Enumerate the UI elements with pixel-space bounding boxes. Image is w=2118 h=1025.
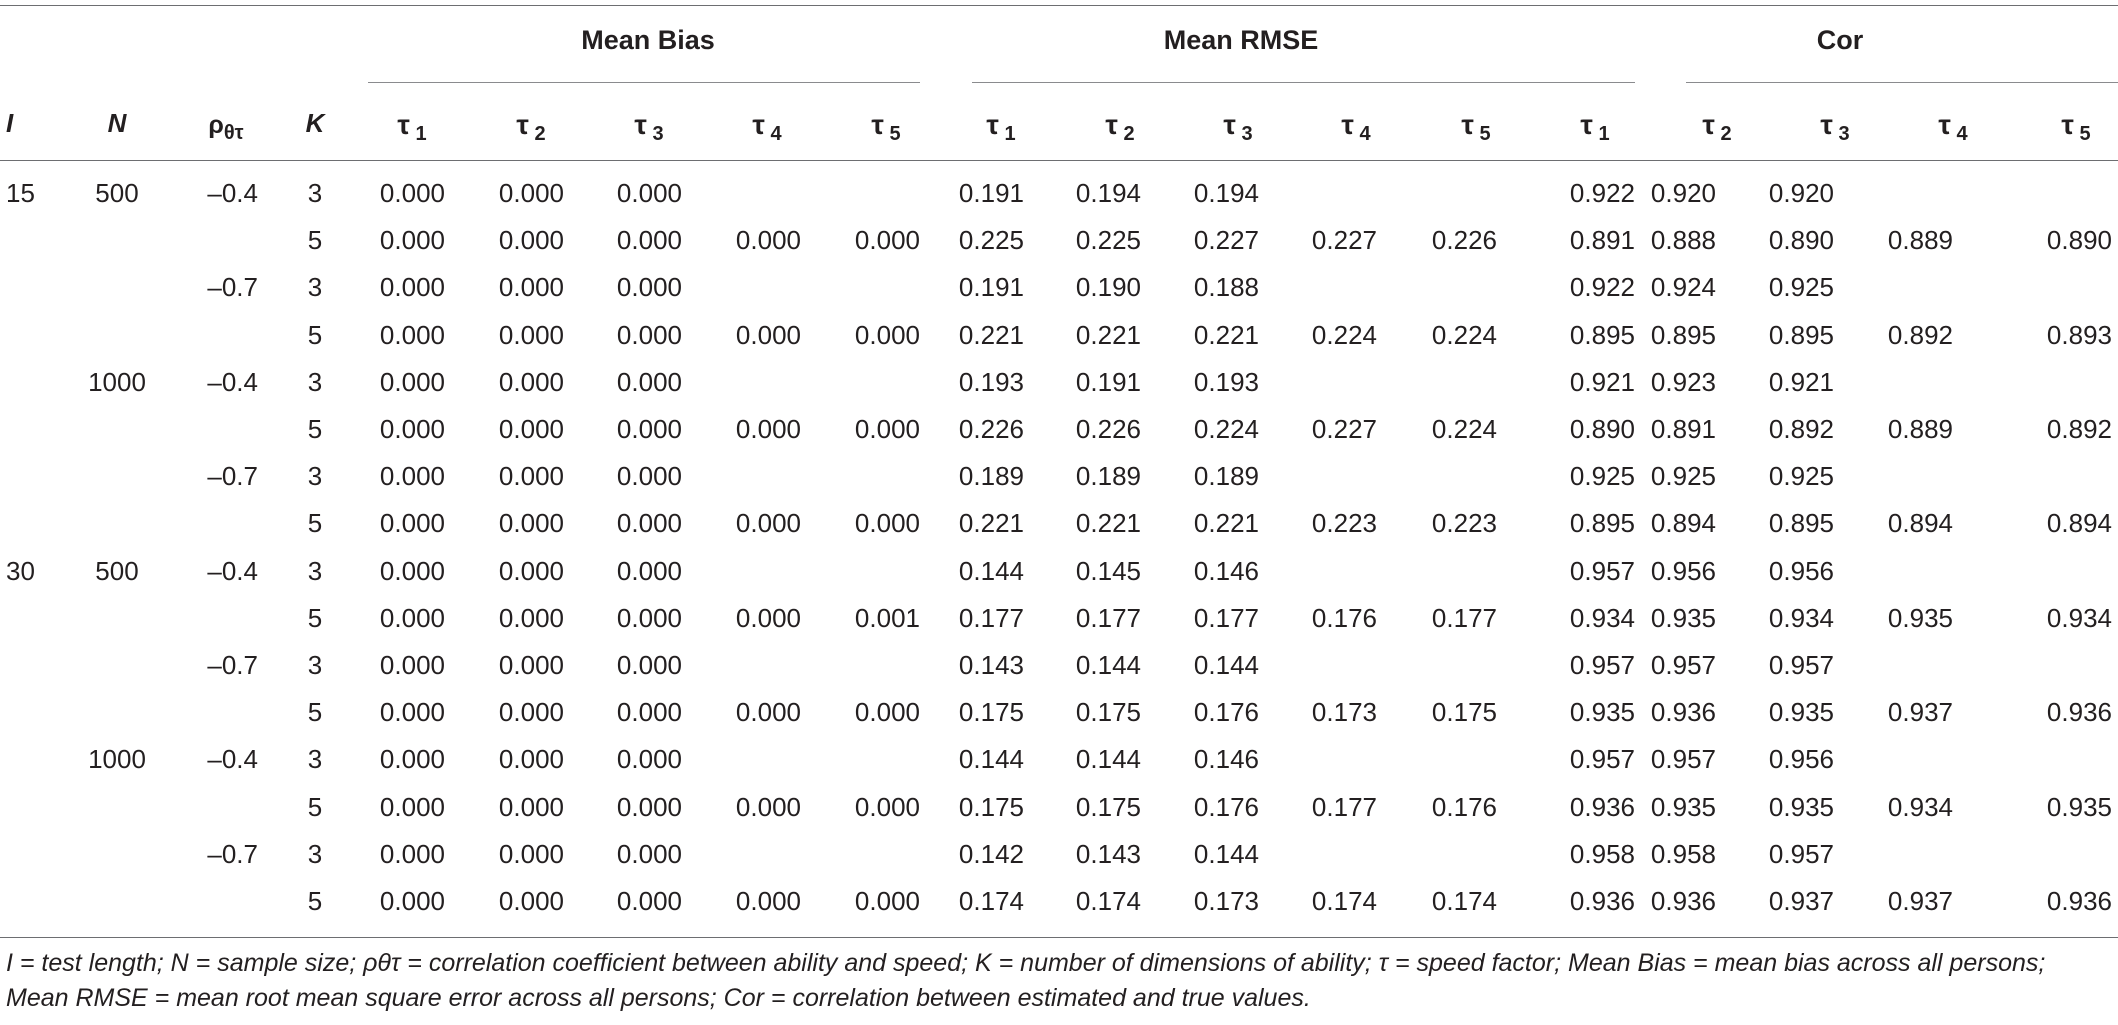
table-cell: 0.925 xyxy=(1768,461,1834,491)
table-cell: 0.227 xyxy=(1193,225,1259,255)
table-cell: 0.227 xyxy=(1311,414,1377,444)
table-cell: 0.920 xyxy=(1650,178,1716,208)
table-cell: 0.956 xyxy=(1768,744,1834,774)
tau-subscript: 1 xyxy=(1004,123,1016,145)
table-cell: 0.921 xyxy=(1768,367,1834,397)
table-cell: 0.223 xyxy=(1311,508,1377,538)
tau-symbol: τ xyxy=(516,109,529,140)
table-cell: 0.000 xyxy=(498,650,564,680)
table-cell: 0.177 xyxy=(1193,603,1259,633)
table-cell: 0.000 xyxy=(854,508,920,538)
cell-N: 1000 xyxy=(88,744,146,774)
tau-symbol: τ xyxy=(871,109,884,140)
table-cell: 0.000 xyxy=(616,414,682,444)
table-cell: 0.193 xyxy=(958,367,1024,397)
table-cell: 0.936 xyxy=(1569,792,1635,822)
table-cell: 0.000 xyxy=(854,792,920,822)
tau-subscript: 3 xyxy=(1838,123,1850,145)
table-cell: 0.225 xyxy=(1075,225,1141,255)
table-cell: 0.957 xyxy=(1650,650,1716,680)
table-cell: 0.177 xyxy=(958,603,1024,633)
tau-header xyxy=(516,110,545,149)
cell-K: 3 xyxy=(307,744,323,774)
table-cell: 0.957 xyxy=(1569,744,1635,774)
cell-K: 5 xyxy=(307,697,323,727)
table-cell: 0.000 xyxy=(379,792,445,822)
table-cell: 0.937 xyxy=(1887,886,1953,916)
table-cell: 0.000 xyxy=(735,225,801,255)
table-cell: 0.000 xyxy=(735,414,801,444)
header-rule xyxy=(0,160,2118,161)
table-cell: 0.146 xyxy=(1193,744,1259,774)
table-cell: 0.895 xyxy=(1650,320,1716,350)
table-cell: 0.223 xyxy=(1431,508,1497,538)
table-cell: 0.191 xyxy=(958,178,1024,208)
table-cell: 0.000 xyxy=(379,508,445,538)
tau-symbol: τ xyxy=(752,109,765,140)
tau-symbol: τ xyxy=(2061,109,2074,140)
table-cell: 0.957 xyxy=(1569,556,1635,586)
table-cell: 0.224 xyxy=(1431,414,1497,444)
cell-rho: –0.4 xyxy=(207,367,258,397)
table-cell: 0.144 xyxy=(1075,650,1141,680)
table-cell: 0.173 xyxy=(1193,886,1259,916)
table-cell: 0.000 xyxy=(498,556,564,586)
table-cell: 0.224 xyxy=(1431,320,1497,350)
table-cell: 0.000 xyxy=(498,792,564,822)
cell-K: 3 xyxy=(307,461,323,491)
table-cell: 0.177 xyxy=(1075,603,1141,633)
table-cell: 0.000 xyxy=(498,886,564,916)
table-cell: 0.221 xyxy=(1075,508,1141,538)
table-cell: 0.000 xyxy=(854,414,920,444)
tau-subscript: 1 xyxy=(415,123,427,145)
table-cell: 0.958 xyxy=(1569,839,1635,869)
table-cell: 0.890 xyxy=(1768,225,1834,255)
cell-K: 3 xyxy=(307,272,323,302)
table-cell: 0.957 xyxy=(1650,744,1716,774)
table-cell: 0.934 xyxy=(2046,603,2112,633)
table-cell: 0.891 xyxy=(1650,414,1716,444)
table-cell: 0.144 xyxy=(1193,650,1259,680)
table-cell: 0.934 xyxy=(1569,603,1635,633)
table-cell: 0.000 xyxy=(616,461,682,491)
table-cell: 0.191 xyxy=(1075,367,1141,397)
header-rho-sub: θτ xyxy=(223,122,244,144)
cell-K: 3 xyxy=(307,556,323,586)
table-cell: 0.000 xyxy=(498,225,564,255)
cell-K: 3 xyxy=(307,178,323,208)
tau-header xyxy=(871,110,900,149)
tau-header xyxy=(1820,110,1849,149)
table-cell: 0.935 xyxy=(1650,792,1716,822)
cell-K: 5 xyxy=(307,603,323,633)
table-cell: 0.144 xyxy=(1193,839,1259,869)
table-cell: 0.000 xyxy=(498,178,564,208)
table-cell: 0.000 xyxy=(498,839,564,869)
table-cell: 0.146 xyxy=(1193,556,1259,586)
table-cell: 0.176 xyxy=(1431,792,1497,822)
table-cell: 0.142 xyxy=(958,839,1024,869)
table-cell: 0.000 xyxy=(854,886,920,916)
header-I: I xyxy=(6,108,14,138)
table-cell: 0.227 xyxy=(1311,225,1377,255)
table-cell: 0.189 xyxy=(1193,461,1259,491)
table-cell: 0.221 xyxy=(1193,320,1259,350)
table-footnote: I = test length; N = sample size; ρθτ = correlation coefficient between ability and speed; K = number of dimensions of ability; τ = speed factor; Mean Bias = mean bias across all persons; Mean RMSE = mean root mean square error across all persons; Cor = correlation between estimated and true values. xyxy=(6,949,2046,1012)
table-cell: 0.935 xyxy=(1569,697,1635,727)
table-cell: 0.000 xyxy=(379,744,445,774)
top-rule xyxy=(0,5,2118,6)
tau-header xyxy=(1938,110,1967,149)
table-cell: 0.957 xyxy=(1569,650,1635,680)
table-cell: 0.000 xyxy=(616,272,682,302)
table-cell: 0.000 xyxy=(735,697,801,727)
tau-subscript: 4 xyxy=(1359,123,1371,145)
table-cell: 0.894 xyxy=(1887,508,1953,538)
table-cell: 0.000 xyxy=(735,792,801,822)
tau-header xyxy=(986,110,1015,149)
cell-N: 500 xyxy=(95,178,139,208)
tau-subscript: 2 xyxy=(1720,123,1732,145)
table-cell: 0.000 xyxy=(498,603,564,633)
tau-subscript: 5 xyxy=(2079,123,2091,145)
cell-rho: –0.7 xyxy=(207,650,258,680)
table-cell: 0.176 xyxy=(1193,792,1259,822)
mean-rmse-underline xyxy=(972,82,1635,83)
mean-bias-underline xyxy=(368,82,920,83)
table-cell: 0.000 xyxy=(498,367,564,397)
tau-header xyxy=(752,110,781,149)
table-cell: 0.000 xyxy=(616,839,682,869)
table-cell: 0.174 xyxy=(1431,886,1497,916)
table-cell: 0.144 xyxy=(1075,744,1141,774)
tau-symbol: τ xyxy=(1702,109,1715,140)
table-cell: 0.000 xyxy=(616,225,682,255)
cell-K: 3 xyxy=(307,839,323,869)
cell-N: 1000 xyxy=(88,367,146,397)
table-cell: 0.921 xyxy=(1569,367,1635,397)
table-cell: 0.175 xyxy=(1075,697,1141,727)
table-cell: 0.937 xyxy=(1887,697,1953,727)
table-cell: 0.226 xyxy=(958,414,1024,444)
cell-K: 5 xyxy=(307,320,323,350)
cell-rho: –0.7 xyxy=(207,839,258,869)
tau-subscript: 5 xyxy=(1479,123,1491,145)
tau-header xyxy=(1223,110,1252,149)
table-cell: 0.936 xyxy=(2046,697,2112,727)
table-cell: 0.895 xyxy=(1768,320,1834,350)
table-cell: 0.000 xyxy=(616,886,682,916)
table-cell: 0.956 xyxy=(1768,556,1834,586)
tau-header xyxy=(397,110,426,149)
table-cell: 0.175 xyxy=(958,792,1024,822)
table-cell: 0.174 xyxy=(1075,886,1141,916)
table-cell: 0.000 xyxy=(498,461,564,491)
table-cell: 0.000 xyxy=(498,744,564,774)
tau-symbol: τ xyxy=(397,109,410,140)
table-cell: 0.144 xyxy=(958,744,1024,774)
table-cell: 0.000 xyxy=(616,508,682,538)
tau-subscript: 5 xyxy=(889,123,901,145)
table-cell: 0.193 xyxy=(1193,367,1259,397)
table-cell: 0.190 xyxy=(1075,272,1141,302)
group-header-mean-rmse: Mean RMSE xyxy=(1163,25,1319,55)
table-cell: 0.894 xyxy=(2046,508,2112,538)
table-cell: 0.000 xyxy=(379,461,445,491)
table-cell: 0.936 xyxy=(1569,886,1635,916)
table-cell: 0.892 xyxy=(1887,320,1953,350)
table-cell: 0.189 xyxy=(958,461,1024,491)
cell-K: 5 xyxy=(307,886,323,916)
table-cell: 0.143 xyxy=(958,650,1024,680)
table-cell: 0.000 xyxy=(616,744,682,774)
table-cell: 0.000 xyxy=(379,225,445,255)
cor-underline xyxy=(1686,82,2118,83)
table-cell: 0.934 xyxy=(1887,792,1953,822)
table-cell: 0.888 xyxy=(1650,225,1716,255)
table-cell: 0.221 xyxy=(1075,320,1141,350)
table-cell: 0.175 xyxy=(958,697,1024,727)
table-cell: 0.175 xyxy=(1431,697,1497,727)
tau-subscript: 4 xyxy=(1956,123,1968,145)
table-cell: 0.000 xyxy=(854,320,920,350)
table-cell: 0.000 xyxy=(616,792,682,822)
table-cell: 0.922 xyxy=(1569,272,1635,302)
tau-symbol: τ xyxy=(1461,109,1474,140)
header-K: K xyxy=(305,108,325,138)
cell-I: 15 xyxy=(6,178,35,208)
table-cell: 0.000 xyxy=(379,414,445,444)
table-cell: 0.958 xyxy=(1650,839,1716,869)
table-cell: 0.174 xyxy=(958,886,1024,916)
table-cell: 0.176 xyxy=(1193,697,1259,727)
table-cell: 0.000 xyxy=(616,650,682,680)
table-cell: 0.224 xyxy=(1311,320,1377,350)
tau-header xyxy=(1702,110,1731,149)
table-cell: 0.920 xyxy=(1768,178,1834,208)
tau-symbol: τ xyxy=(634,109,647,140)
table-cell: 0.934 xyxy=(1768,603,1834,633)
table-cell: 0.000 xyxy=(379,320,445,350)
table-cell: 0.194 xyxy=(1193,178,1259,208)
table-cell: 0.000 xyxy=(735,320,801,350)
table-cell: 0.000 xyxy=(379,697,445,727)
table-cell: 0.889 xyxy=(1887,414,1953,444)
table-cell: 0.895 xyxy=(1569,508,1635,538)
table-cell: 0.226 xyxy=(1431,225,1497,255)
tau-header xyxy=(1580,110,1609,149)
table-cell: 0.923 xyxy=(1650,367,1716,397)
table-cell: 0.143 xyxy=(1075,839,1141,869)
cell-K: 5 xyxy=(307,225,323,255)
table-cell: 0.221 xyxy=(958,320,1024,350)
cell-K: 3 xyxy=(307,650,323,680)
table-cell: 0.924 xyxy=(1650,272,1716,302)
table-cell: 0.890 xyxy=(2046,225,2112,255)
table-cell: 0.000 xyxy=(498,414,564,444)
table-cell: 0.000 xyxy=(498,697,564,727)
table-cell: 0.890 xyxy=(1569,414,1635,444)
table-cell: 0.935 xyxy=(2046,792,2112,822)
cell-rho: –0.4 xyxy=(207,556,258,586)
table-cell: 0.935 xyxy=(1650,603,1716,633)
table-cell: 0.925 xyxy=(1768,272,1834,302)
table-cell: 0.000 xyxy=(616,367,682,397)
cell-K: 5 xyxy=(307,508,323,538)
table-cell: 0.935 xyxy=(1768,697,1834,727)
table-cell: 0.957 xyxy=(1768,839,1834,869)
table-cell: 0.191 xyxy=(958,272,1024,302)
table-cell: 0.935 xyxy=(1887,603,1953,633)
table-cell: 0.224 xyxy=(1193,414,1259,444)
tau-symbol: τ xyxy=(1341,109,1354,140)
tau-subscript: 3 xyxy=(1241,123,1253,145)
table-cell: 0.895 xyxy=(1569,320,1635,350)
group-header-mean-bias: Mean Bias xyxy=(581,25,715,55)
tau-header xyxy=(2061,110,2090,149)
table-cell: 0.194 xyxy=(1075,178,1141,208)
tau-subscript: 4 xyxy=(770,123,782,145)
cell-K: 5 xyxy=(307,414,323,444)
table-cell: 0.892 xyxy=(2046,414,2112,444)
table-cell: 0.000 xyxy=(854,225,920,255)
table-cell: 0.956 xyxy=(1650,556,1716,586)
table-cell: 0.891 xyxy=(1569,225,1635,255)
cell-K: 3 xyxy=(307,367,323,397)
table-cell: 0.000 xyxy=(616,178,682,208)
table-cell: 0.225 xyxy=(958,225,1024,255)
table-cell: 0.000 xyxy=(616,556,682,586)
cell-rho: –0.4 xyxy=(207,744,258,774)
table-cell: 0.893 xyxy=(2046,320,2112,350)
table-cell: 0.894 xyxy=(1650,508,1716,538)
group-header-cor: Cor xyxy=(1816,25,1864,55)
table-cell: 0.925 xyxy=(1569,461,1635,491)
table-cell: 0.895 xyxy=(1768,508,1834,538)
table-cell: 0.000 xyxy=(735,603,801,633)
cell-rho: –0.7 xyxy=(207,272,258,302)
table-cell: 0.000 xyxy=(498,508,564,538)
table-cell: 0.145 xyxy=(1075,556,1141,586)
table-cell: 0.925 xyxy=(1650,461,1716,491)
tau-symbol: τ xyxy=(1105,109,1118,140)
table-cell: 0.000 xyxy=(379,178,445,208)
tau-subscript: 2 xyxy=(534,123,546,145)
table-cell: 0.221 xyxy=(958,508,1024,538)
table-cell: 0.000 xyxy=(379,603,445,633)
table-cell: 0.000 xyxy=(735,886,801,916)
table-cell: 0.221 xyxy=(1193,508,1259,538)
table-cell: 0.176 xyxy=(1311,603,1377,633)
table-cell: 0.936 xyxy=(2046,886,2112,916)
tau-symbol: τ xyxy=(1223,109,1236,140)
header-rho-base: ρ xyxy=(208,111,224,139)
tau-header xyxy=(1105,110,1134,149)
tau-subscript: 1 xyxy=(1598,123,1610,145)
cell-rho: –0.7 xyxy=(207,461,258,491)
tau-symbol: τ xyxy=(1580,109,1593,140)
tau-symbol: τ xyxy=(1938,109,1951,140)
tau-header xyxy=(634,110,663,149)
table-cell: 0.935 xyxy=(1768,792,1834,822)
table-cell: 0.144 xyxy=(958,556,1024,586)
cell-rho: –0.4 xyxy=(207,178,258,208)
table-cell: 0.000 xyxy=(379,839,445,869)
table-cell: 0.226 xyxy=(1075,414,1141,444)
table-cell: 0.175 xyxy=(1075,792,1141,822)
table-cell: 0.000 xyxy=(616,697,682,727)
header-rho xyxy=(208,110,243,148)
table-cell: 0.936 xyxy=(1650,886,1716,916)
tau-header xyxy=(1341,110,1370,149)
table-cell: 0.000 xyxy=(498,272,564,302)
table-cell: 0.173 xyxy=(1311,697,1377,727)
table-cell: 0.889 xyxy=(1887,225,1953,255)
table-cell: 0.000 xyxy=(498,320,564,350)
table-cell: 0.000 xyxy=(854,697,920,727)
cell-K: 5 xyxy=(307,792,323,822)
table-cell: 0.000 xyxy=(379,650,445,680)
tau-symbol: τ xyxy=(986,109,999,140)
table-cell: 0.000 xyxy=(616,603,682,633)
table-cell: 0.001 xyxy=(854,603,920,633)
table-cell: 0.000 xyxy=(616,320,682,350)
header-N: N xyxy=(107,108,127,138)
tau-symbol: τ xyxy=(1820,109,1833,140)
table-cell: 0.957 xyxy=(1768,650,1834,680)
table-cell: 0.174 xyxy=(1311,886,1377,916)
table-cell: 0.936 xyxy=(1650,697,1716,727)
tau-header xyxy=(1461,110,1490,149)
table-cell: 0.000 xyxy=(379,556,445,586)
table-cell: 0.000 xyxy=(379,367,445,397)
table-cell: 0.188 xyxy=(1193,272,1259,302)
cell-I: 30 xyxy=(6,556,35,586)
table-cell: 0.000 xyxy=(379,886,445,916)
table-cell: 0.937 xyxy=(1768,886,1834,916)
bottom-rule xyxy=(0,937,2118,938)
table-cell: 0.922 xyxy=(1569,178,1635,208)
table-cell: 0.000 xyxy=(735,508,801,538)
table-cell: 0.189 xyxy=(1075,461,1141,491)
tau-subscript: 3 xyxy=(652,123,664,145)
cell-N: 500 xyxy=(95,556,139,586)
table-cell: 0.177 xyxy=(1311,792,1377,822)
table-cell: 0.000 xyxy=(379,272,445,302)
table-cell: 0.177 xyxy=(1431,603,1497,633)
tau-subscript: 2 xyxy=(1123,123,1135,145)
table-cell: 0.892 xyxy=(1768,414,1834,444)
